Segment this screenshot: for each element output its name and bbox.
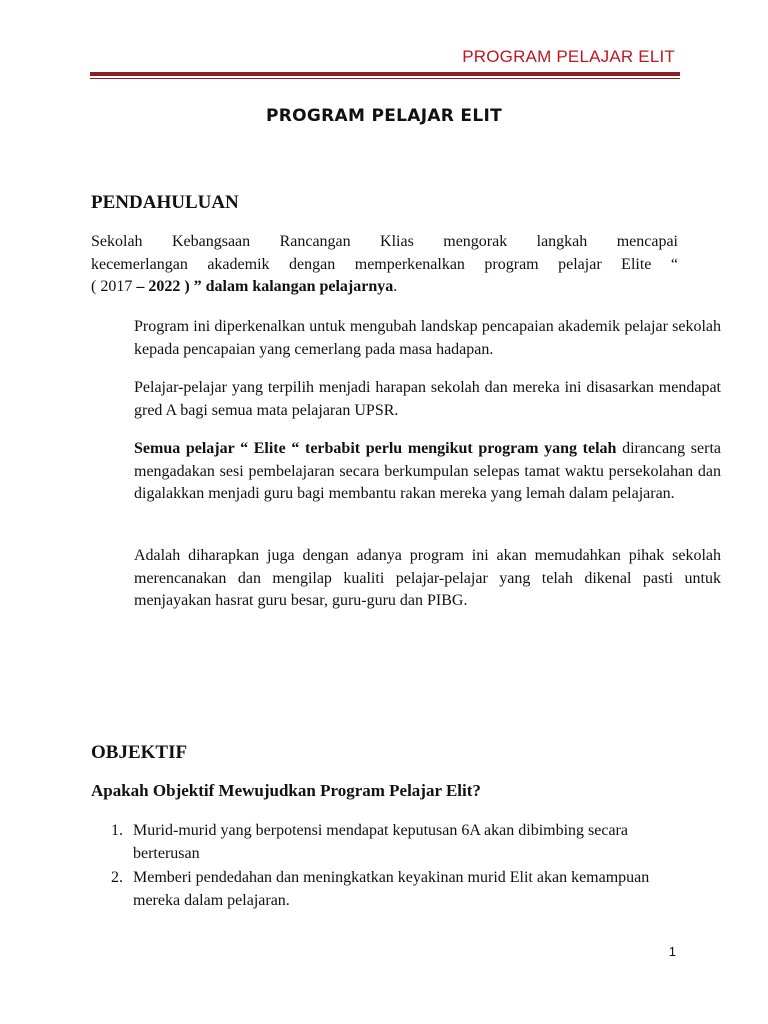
document-title: PROGRAM PELAJAR ELIT	[266, 106, 502, 126]
intro-p1-year-range: – 2022 ) ” dalam kalangan pelajarnya	[136, 278, 394, 295]
intro-p1-line-3	[91, 276, 678, 299]
objective-question: Apakah Objektif Mewujudkan Program Pelajar Elit?	[91, 781, 481, 800]
objective-item-text: Murid-murid yang berpotensi mendapat keputusan 6A akan dibimbing secara berterusan	[133, 822, 628, 862]
intro-p1-line-1: Sekolah Kebangsaan Rancangan Klias mengorak langkah mencapai	[91, 233, 678, 250]
intro-paragraph-2: Program ini diperkenalkan untuk mengubah landskap pencapaian akademik pelajar sekolah kepada pencapaian yang cemerlang pada masa hadapan.	[134, 318, 721, 358]
objective-item-number: 1.	[111, 822, 123, 839]
header-rule-thin	[90, 78, 680, 79]
intro-paragraph-4	[91, 438, 721, 506]
intro-paragraph-3: Pelajar-pelajar yang terpilih menjadi harapan sekolah dan mereka ini disasarkan mendapat gred A bagi semua mata pelajaran UPSR.	[134, 379, 721, 419]
page-number: 1	[668, 944, 676, 959]
intro-p1-open-quote: “	[670, 255, 679, 273]
objective-list-item	[91, 820, 651, 865]
objective-item-text: Memberi pendedahan dan meningkatkan keyakinan murid Elit akan kemampuan mereka dalam pelajaran.	[133, 869, 650, 909]
objective-list	[91, 820, 651, 914]
intro-p1-line-2-text: kecemerlangan akademik dengan memperkenalkan program pelajar Elite	[91, 255, 652, 273]
intro-p1-year-start: ( 2017	[91, 278, 137, 295]
section-heading-intro: PENDAHULUAN	[91, 192, 239, 213]
objective-item-number: 2.	[111, 869, 123, 886]
section-heading-objective: OBJEKTIF	[91, 742, 188, 763]
intro-p1-period: .	[393, 278, 398, 295]
header-rule	[90, 72, 680, 76]
running-header-title: PROGRAM PELAJAR ELIT	[462, 47, 675, 66]
intro-paragraph-1	[91, 231, 678, 299]
objective-list-item	[91, 867, 651, 912]
intro-paragraph-5: Adalah diharapkan juga dengan adanya program ini akan memudahkan pihak sekolah merencanakan dan mengilap kualiti pelajar-pelajar yang telah dikenal pasti untuk menjayakan hasrat guru besar, guru-guru dan PIBG.	[134, 547, 721, 609]
intro-p1-line-2	[91, 254, 678, 277]
intro-p4-bold: Semua pelajar “ Elite “ terbabit perlu mengikut program yang telah	[134, 440, 617, 457]
intro-p4-rest: dirancang serta mengadakan sesi pembelajaran secara berkumpulan selepas tamat waktu persekolahan dan digalakkan menjadi guru bagi membantu rakan mereka yang lemah dalam pelajaran.	[134, 440, 722, 502]
